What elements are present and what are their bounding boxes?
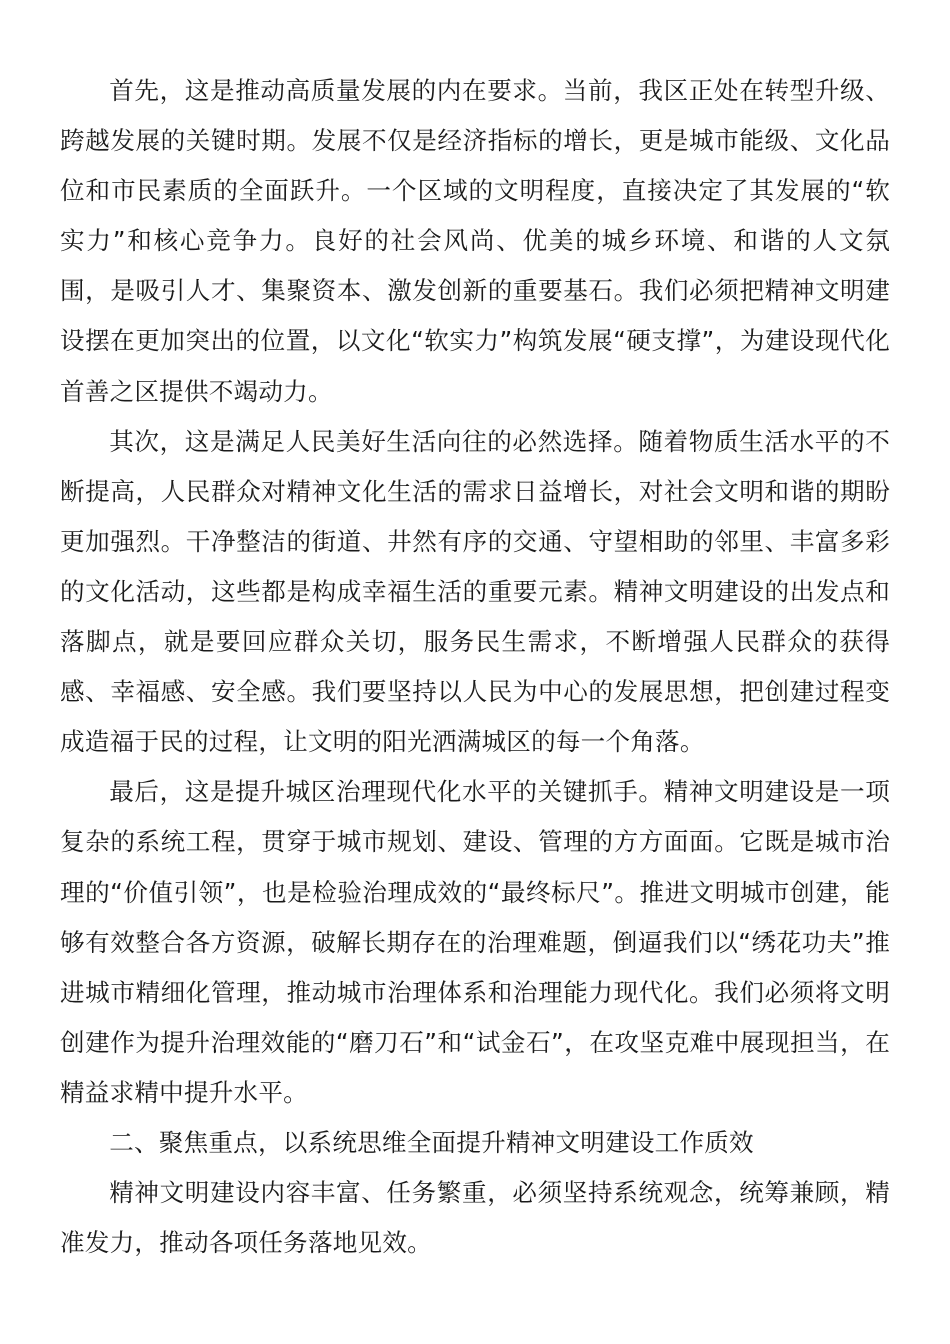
- paragraph-first: 首先，这是推动高质量发展的内在要求。当前，我区正处在转型升级、跨越发展的关键时期。发展不仅是经济指标的增长，更是城市能级、文化品位和市民素质的全面跃升。一个区域的文明程度，直接决定了其发展的“软实力”和核心竞争力。良好的社会风尚、优美的城乡环境、和谐的人文氛围，是吸引人才、集聚资本、激发创新的重要基石。我们必须把精神文明建设摆在更加突出的位置，以文化“软实力”构筑发展“硬支撑”，为建设现代化首善之区提供不竭动力。: [60, 76, 890, 406]
- section-intro-paragraph: 精神文明建设内容丰富、任务繁重，必须坚持系统观念，统筹兼顾，精准发力，推动各项任务落地见效。: [60, 1178, 890, 1258]
- paragraph-second: 其次，这是满足人民美好生活向往的必然选择。随着物质生活水平的不断提高，人民群众对精神文化生活的需求日益增长，对社会文明和谐的期盼更加强烈。干净整洁的街道、井然有序的交通、守望相助的邻里、丰富多彩的文化活动，这些都是构成幸福生活的重要元素。精神文明建设的出发点和落脚点，就是要回应群众关切，服务民生需求，不断增强人民群众的获得感、幸福感、安全感。我们要坚持以人民为中心的发展思想，把创建过程变成造福于民的过程，让文明的阳光洒满城区的每一个角落。: [60, 426, 890, 757]
- section-heading: 二、聚焦重点，以系统思维全面提升精神文明建设工作质效: [109, 1127, 754, 1157]
- document-page: [60, 66, 890, 1268]
- paragraph-last: 最后，这是提升城区治理现代化水平的关键抓手。精神文明建设是一项复杂的系统工程，贯穿于城市规划、建设、管理的方方面面。它既是城市治理的“价值引领”，也是检验治理成效的“最终标尺”。推进文明城市创建，能够有效整合各方资源，破解长期存在的治理难题，倒逼我们以“绣花功夫”推进城市精细化管理，推动城市治理体系和治理能力现代化。我们必须将文明创建作为提升治理效能的“磨刀石”和“试金石”，在攻坚克难中展现担当，在精益求精中提升水平。: [60, 777, 890, 1107]
